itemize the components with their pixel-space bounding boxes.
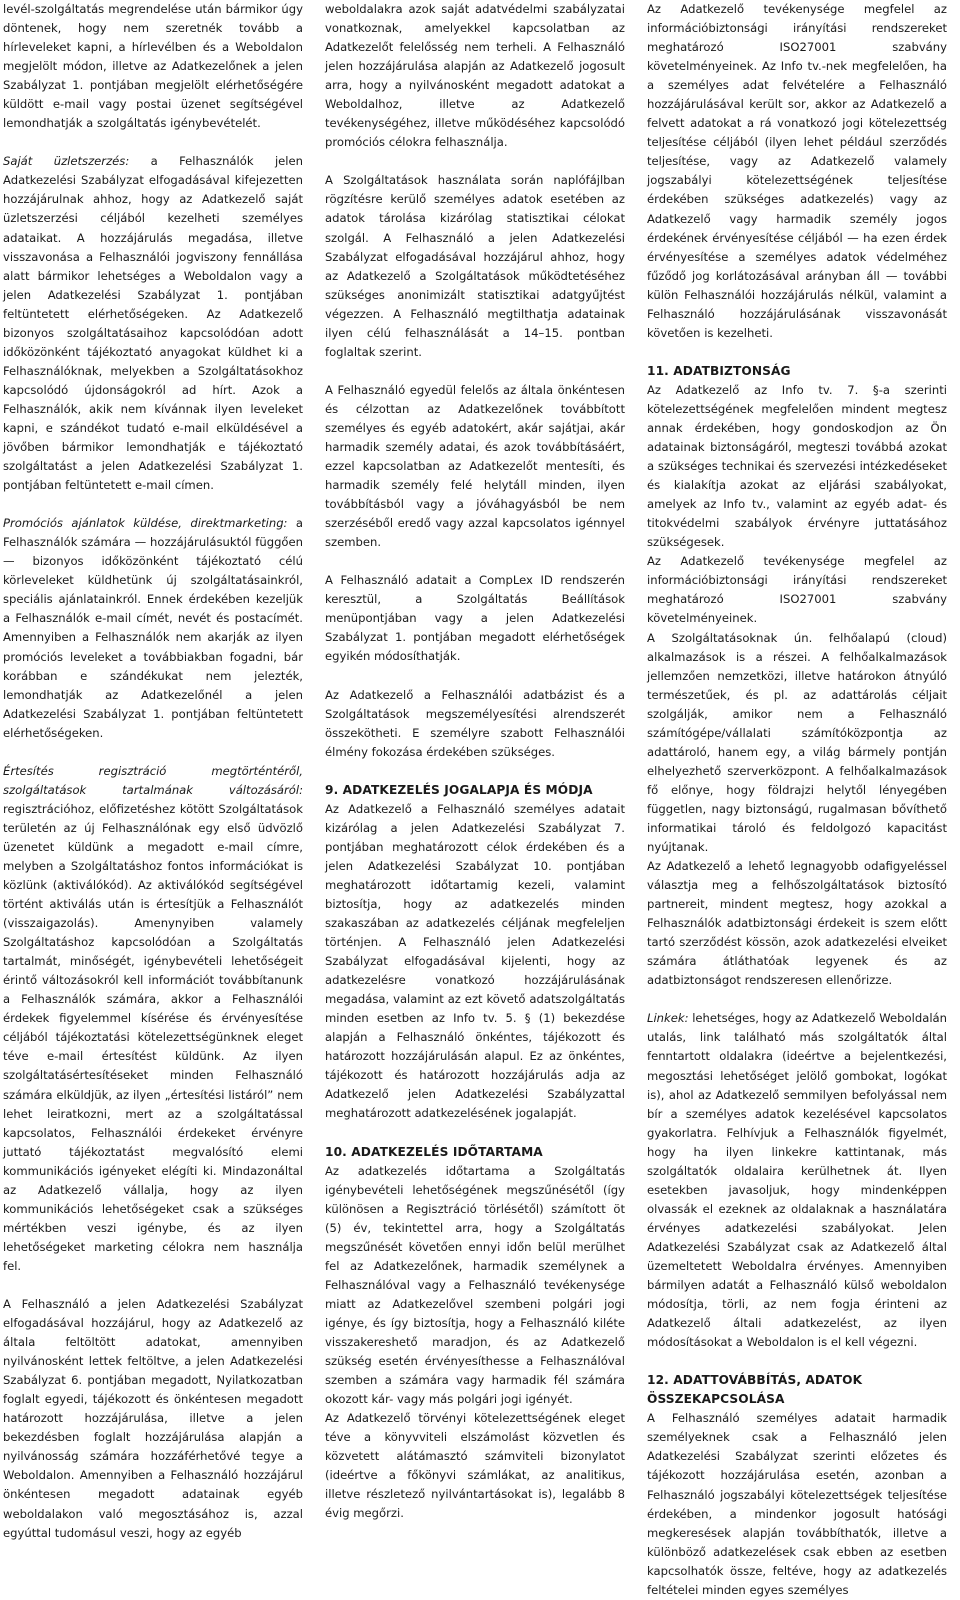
paragraph <box>3 762 303 1276</box>
section-heading-9: 9. ADATKEZELÉS JOGALAPJA ÉS MÓDJA <box>325 782 593 797</box>
paragraph-body: regisztrációhoz, előfizetéshez kötött Szolgáltatások területén az új Felhasználónak egy első üdvözlő üzenetet küldünk a megadott e-mail címre, melyben a Szolgáltatáshoz fontos információkat is közlünk (aktiválókód). Az aktiválókód segítségével történt aktiválás után is értesítjük a Felhasználót (visszaigazolás). Amenynyiben valamely Szolgáltatáshoz kapcsolódóan a Szolgáltatás tartalmát, minőségét, igénybevételi lehetőségeit érintő változásokról kell információt továbbítanunk a Felhasználók számára, akkor a Felhasználói érdekek figyelemmel kísérése és érvényesítése céljából tájékoztatási kötelezettségünknek eleget téve e-mail értesítést küldünk. Az ilyen szolgáltatásértesítéseket minden Felhasználó számára elküldjük, az ilyen „értesítési listáról” nem lehet leiratkozni, mert az a szolgáltatással kapcsolatos, Felhasználói érdekeket érvényre juttató tájékoztatást megvalósító elemi kommunikációs igényeket elégíti ki. Mindazonáltal az Adatkezelő vállalja, hogy az ilyen kommunikációs lehetőségeket csak a szükséges mértékben veszi igénybe, és az ilyen lehetőségeket marketing célokra nem használja fel. <box>3 801 303 1273</box>
paragraph: Az Adatkezelő a Felhasználói adatbázist és a Szolgáltatások megszemélyesítési alrendszerét összekötheti. E személyre szabott Felhasználói élmény fokozása érdekében szükséges. <box>325 687 625 759</box>
section-heading-10: 10. ADATKEZELÉS IDŐTARTAMA <box>325 1144 543 1159</box>
paragraph: Az Adatkezelő a lehető legnagyobb odafigyeléssel választja meg a felhőszolgáltatások biztosító partnereit, mindent megtesz, hogy azokkal a Felhasználók adatbiztonsági érdekeit is szem előtt tartó szerződést kössön, azok adatkezelési elveiket számára átláthatóak legyenek és az adatbiztonságot rendszeresen ellenőrizze. <box>647 859 947 988</box>
paragraph: A Felhasználó egyedül felelős az általa önkéntesen és célzottan az Adatkezelőnek továbbított személyes és egyéb adatokért, akár sajátjai, akár harmadik személy adatai, és azok továbbításáért, ezzel kapcsolatban az Adatkezelőt mentesíti, és harmadik személy felé helytáll minden, ilyen továbbításból vagy a jóváhagyásból be nem szerzéséből eredő vagy azzal kapcsolatos igénnyel szemben. <box>325 382 625 550</box>
paragraph <box>3 514 303 743</box>
paragraph: A Felhasználó személyes adatait harmadik személyeknek csak a Felhasználó jelen Adatkezelési Szabályzat szerinti előzetes és tájékozott hozzájárulása esetén, azonban a Felhasználó jogszabályi kötelezettségek teljesítése érdekében, a mindenkor jogosult hatósági megkeresések alapján továbbíthatók, illetve a különböző adatkezelések csak ebben az esetben kapcsolhatók össze, feltéve, hogy az adatkezelés feltételei minden egyes személyes <box>647 1411 947 1597</box>
paragraph: Az Adatkezelő törvényi kötelezettségének eleget téve a könyvviteli elszámolást közvetlen és közvetett alátámasztó számviteli bizonylatot (ideértve a főkönyvi számlákat, az analitikus, illetve részletező nyilvántartásokat is), legalább 8 évig megőrzi. <box>325 1411 625 1521</box>
paragraph: Az Adatkezelő tevékenysége megfelel az információbiztonsági irányítási rendszereket meghatározó ISO27001 szabvány követelményeinek. <box>647 554 947 626</box>
paragraph: A Felhasználó a jelen Adatkezelési Szabályzat elfogadásával hozzájárul, hogy az Adatkezelő az általa feltöltött adatokat, amennyiben nyilvánosként lettek feltöltve, a jelen Adatkezelési Szabályzat 6. pontjában megadott, Nyilatkozatban foglalt egyedi, tájékozott és önkéntesen megadott határozott hozzájárulása, illetve a jelen bekezdésben foglalt hozzájárulása alapján a nyilvánosság számára hozzáférhetővé tegye a Weboldalon. Amennyiben a Felhasználó hozzájárul önkéntesen megadott adatainak egyéb weboldalakon való megosztásához is, azzal egyúttal tudomásul veszi, hogy az egyéb <box>3 1297 303 1540</box>
paragraph: Az Adatkezelő az Info tv. 7. §-a szerinti kötelezettségének megfelelően mindent megtesz annak érdekében, hogy gondoskodjon az Ön adatainak biztonságáról, megteszi továbbá azokat a szükséges technikai és szervezési intézkedéseket és kialakítja azokat az eljárási szabályokat, amelyek az Info tv., valamint az egyéb adat- és titokvédelmi szabályok érvényre juttatásához szükségesek. <box>647 382 947 550</box>
paragraph: A Felhasználó adatait a CompLex ID rendszerén keresztül, a Szolgáltatás Beállítások menüpontjában vagy a jelen Adatkezelési Szabályzat 1. pontjában megadott elérhetőségek egyikén módosíthatják. <box>325 573 625 664</box>
paragraph-lead: Értesítés regisztráció megtörténtéről, szolgáltatások tartalmának változásáról: <box>3 763 303 797</box>
paragraph-lead: Linkek: <box>647 1011 689 1026</box>
paragraph-body: a Felhasználók jelen Adatkezelési Szabályzat elfogadásával kifejezetten hozzájárulnak ahhoz, hogy az Adatkezelő saját üzletszerzési céljából kezelheti személyes adataikat. A hozzájárulás megadása, illetve visszavonása a Felhasználói jogviszony fennállása alatt bármikor lehetséges a Weboldalon vagy a jelen Adatkezelési Szabályzat 1. pontjában feltüntetett elérhetőségeken. Az Adatkezelő bizonyos szolgáltatásaihoz kapcsolódóan adott időközönként tájékoztató anyagokat küldhet ki a Felhasználóknak, melyekben a Szolgáltatásokhoz kapcsolódó újdonságokról ad hírt. Azok a Felhasználók, akik nem kívánnak ilyen leveleket kapni, e szándékot tudató e-mail elküldésével a jövőben bármikor lemondhatják e tájékoztató szolgáltatást a jelen Adatkezelési Szabályzat 1. pontjában feltüntetett e-mail címen. <box>3 154 304 493</box>
paragraph-body: lehetséges, hogy az Adatkezelő Weboldalán utalás, link található más szolgáltatók által fenntartott oldalakra (ideértve a bejelentkezési, megosztási lehetőséget jelölő gombokat, logókat is), ahol az Adatkezelő semmilyen befolyással nem bír a személyes adatok kezelésével kapcsolatos gyakorlatra. Felhívjuk a Felhasználók figyelmét, hogy ha ilyen linkekre kattintanak, más szolgáltatók oldalaira kerülhetnek át. Ilyen esetekben javasoljuk, hogy mindenképpen olvassák el ezeknek az oldalaknak a használatára érvényes adatkezelési szabályokat. Jelen Adatkezelési Szabályzat csak az Adatkezelő által üzemeltetett Weboldalra érvényes. Amennyiben bármilyen adatát a Felhasználó külső weboldalon módosítja, törli, az nem fogja érinteni az Adatkezelő általi adatkezelést, az ilyen módosításokat a Weboldalon is el kell végezni. <box>647 1011 947 1350</box>
paragraph-lead: Promóciós ajánlatok küldése, direktmarketing: <box>3 516 288 531</box>
paragraph: Az adatkezelés időtartama a Szolgáltatás igénybevételi lehetőségének megszűnésétől (így különösen a Regisztráció törlésétől) számított öt (5) év, tekintettel arra, hogy a Szolgáltatás megszűnését követően ennyi időn belül merülhet fel az Adatkezelőnek, harmadik személynek a Felhasználóval vagy a Felhasználó tevékenysége miatt az Adatkezelővel szembeni polgári jogi igénye, és így biztosítja, hogy a Felhasználó kiléte visszakereshető maradjon, és az Adatkezelő szükség esetén érvényesíthesse a Felhasználóval szemben a számára vagy harmadik fél számára okozott kár- vagy más polgári jogi igényét. <box>325 1163 625 1407</box>
paragraph: weboldalakra azok saját adatvédelmi szabályzatai vonatkoznak, amelyekkel kapcsolatban az Adatkezelőt felelősség nem terheli. A Felhasználó jelen hozzájárulása alapján az Adatkezelő jogosult arra, hogy a nyilvánosként megadott adatokat a Weboldalhoz, illetve az Adatkezelő tevékenységéhez, illetve működéséhez kapcsolódó promóciós célokra felhasználja. <box>325 2 625 150</box>
section-heading-12: 12. ADATTOVÁBBÍTÁS, ADATOK ÖSSZEKAPCSOLÁSA <box>647 1373 863 1407</box>
paragraph <box>647 1009 947 1352</box>
paragraph: levél-szolgáltatás megrendelése után bármikor úgy döntenek, hogy nem szeretnék tovább a hírleveleket kapni, a hírlevélben és a Weboldalon megjelölt módon, illetve az Adatkezelőnek a jelen Szabályzat 1. pontjában megjelölt elérhetőségére küldött e-mail vagy postai üzenet segítségével lemondhatják a szolgáltatás igénybevételét. <box>3 2 303 131</box>
column-2 <box>325 0 625 1521</box>
paragraph: Az Adatkezelő tevékenysége megfelel az információbiztonsági irányítási rendszereket meghatározó ISO27001 szabvány követelményeinek. Az Info tv.-nek megfelelően, ha a személyes adat felvételére a Felhasználó hozzájárulásával került sor, akkor az Adatkezelő a felvett adatokat a rá vonatkozó jogi kötelezettség teljesítése céljából (ilyen lehet például szerződés teljesítése, vagy az Adatkezelő valamely jogszabályi kötelezettségének teljesítése érdekében szükséges adatkezelés) vagy az Adatkezelő vagy harmadik személy jogos érdekének érvényesítése céljából — ha ezen érdek érvényesítése a személyes adatok védelméhez fűződő jog korlátozásával arányban áll — további külön Felhasználói hozzájárulás nélkül, valamint a Felhasználó hozzájárulásának visszavonását követően is kezelheti. <box>647 2 947 340</box>
paragraph-body: a Felhasználók számára — hozzájárulásuktól függően — bizonyos időközönként tájékoztató célú körleveleket küldhetünk új szolgáltatásainkról, speciális ajánlatainkról. Ennek érdekében kezeljük a Felhasználók e-mail címét, nevét és postacímét. Amennyiben a Felhasználók nem akarják az ilyen promóciós leveleket a továbbiakban fogadni, bár korábban e szándékukat nem jelezték, lemondhatják az Adatkezelőnél a jelen Adatkezelési Szabályzat 1. pontjában feltüntetett elérhetőségeken. <box>3 516 303 740</box>
section-heading-11: 11. ADATBIZTONSÁG <box>647 363 791 378</box>
column-3 <box>647 0 947 1597</box>
column-1 <box>3 0 304 1540</box>
paragraph: Az Adatkezelő a Felhasználó személyes adatait kizárólag a jelen Adatkezelési Szabályzat 7. pontjában meghatározott célok érdekében és a jelen Adatkezelési Szabályzat 10. pontjában meghatározott időtartamig kezeli, valamint biztosítja, hogy az adatkezelés minden szakaszában az adatkezelés céljának megfeleljen történjen. A Felhasználó jelen Adatkezelési Szabályzat elfogadásával kijelenti, hogy az adatkezelésre vonatkozó hozzájárulásának megadása, valamint az ezt követő adatszolgáltatás minden esetben az Info tv. 5. § (1) bekezdése alapján a Felhasználó önkéntes, tájékozott és határozott hozzájárulásán alapul. Ez az önkéntes, tájékozott és határozott hozzájárulás adja az Adatkezelő jelen Adatkezelési Szabályzattal meghatározott adatkezelésének jogalapját. <box>325 801 625 1121</box>
paragraph <box>3 152 303 495</box>
paragraph: A Szolgáltatások használata során naplófájlban rögzítésre kerülő személyes adatok esetében az adatok tárolása kizárólag statisztikai célokat szolgál. A Felhasználó a jelen Adatkezelési Szabályzat elfogadásával hozzájárul ahhoz, hogy az Adatkezelő a Szolgáltatások működtetéséhez szükséges anonimizált statisztikai adatgyűjtést végezzen. A Felhasználó megtilthatja adatainak ilyen célú felhasználását a 14–15. pontban foglaltak szerint. <box>325 173 625 359</box>
paragraph: A Szolgáltatásoknak ún. felhőalapú (cloud) alkalmazások is a részei. A felhőalkalmazások jellemzően nemzetközi, illetve határokon átnyúló természetűek, és pl. az adattárolás céljait szolgálják, amikor nem a Felhasználó számítógépe/vállalati számítóközpontja az adattároló, hanem egy, a világ bármely pontján elhelyezhető szerverközpont. A felhőalkalmazások fő előnye, hogy földrajzi helytől lényegében független, nagy biztonságú, rugalmasan bővíthető informatikai tároló és feldolgozó kapacitást nyújtanak. <box>647 630 947 855</box>
paragraph-lead: Saját üzletszerzés: <box>3 154 130 169</box>
